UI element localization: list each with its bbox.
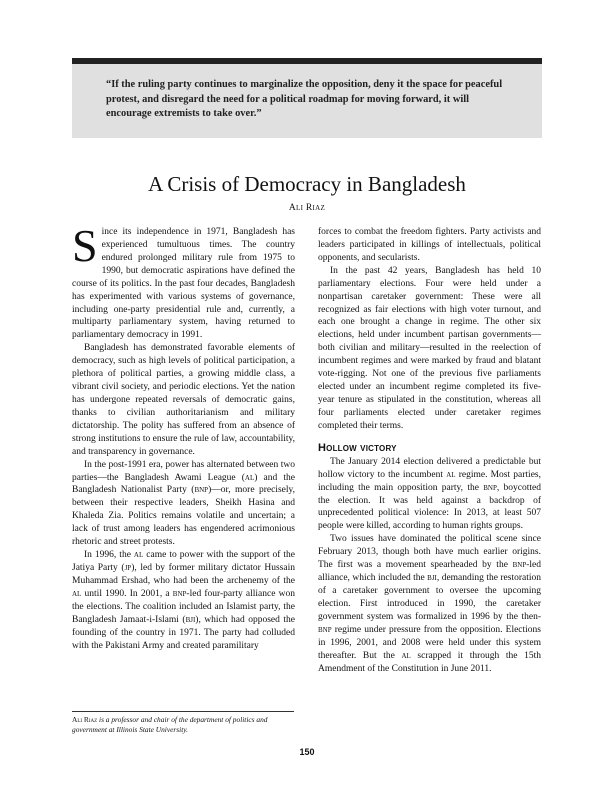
left-paragraph-2: Bangladesh has demonstrated favorable elements of democracy, such as high levels of political participation, a plethora of political parties, a growing middle class, a vibrant civil society, and periodic elections. Yet the nation has undergone repeated reversals of democratic gains, thanks to civilian authoritarianism and military dictatorship. The polity has suffered from an absence of strong institutions to ensure the rule of law, accountability, and transparency in governance. [72,343,295,457]
right-paragraph-4: Two issues have dominated the political scene since February 2013, though both have much earlier origins. The first was a movement spearheaded by the bnp-led alliance, which included the bji, demanding the restoration of a caretaker government to oversee the upcoming election. First introduced in 1990, the caretaker government system was formalized in 1996 by the then-bnp regime under pressure from the opposition. Elections in 1996, 2001, and 2008 were held under this system thereafter. But the al scrapped it through the 15th Amendment of the Constitution in June 2011. [318,534,541,674]
right-paragraph-1: forces to combat the freedom fighters. Party activists and leaders participated in killings of intellectuals, political opponents, and secularists. [318,227,541,263]
right-paragraph-3: The January 2014 election delivered a predictable but hollow victory to the incumbent al regime. Most parties, including the main opposition party, the bnp, boycotted the election. It was held against a backdrop of unprecedented political violence: In 2013, at least 507 people were killed, according to human rights groups. [318,456,541,532]
footnote-text: is a professor and chair of the department of politics and government at Illinois State University. [72,715,268,734]
left-paragraph-3: In the post-1991 era, power has alternated between two parties—the Bangladesh Awami League (al) and the Bangladesh Nationalist Party (bnp)—or, more precisely, between their respective leaders, Sheikh Hasina and Khaleda Zia. Politics remains volatile and uncertain; a lack of trust among leaders has engendered acrimonious rhetoric and street protests. [72,459,296,548]
right-paragraph-2: In the past 42 years, Bangladesh has held 10 parliamentary elections. Four were held under a nonpartisan caretaker government: These were all recognized as fair elections with high voter turnout, and each one brought a change in regime. The other six elections, held under incumbent partisan governments—both civilian and military—resulted in the reelection of incumbent regimes and were marked by fraud and blatant vote-rigging. Not one of the previous five parliaments elected under an incumbent regime completed its five-year tenure as stipulated in the constitution, whereas all four parliaments elected under caretaker regimes completed their terms. [318,265,541,431]
page-number: 150 [299,747,315,757]
pull-quote: “If the ruling party continues to marginalize the opposition, deny it the space for peaceful protest, and disregard the need for a political roadmap for moving forward, it will encourage extremists to take over.” [106,79,503,119]
drop-cap: S [72,220,98,271]
pull-quote-box [72,64,542,138]
article-author: Ali Riaz [288,203,326,213]
left-column [72,220,296,652]
footnote-author-name: Ali Riaz [72,715,98,724]
left-paragraph-1 [72,220,295,342]
right-column [318,226,541,675]
article-title: A Crisis of Democracy in Bangladesh [148,172,466,196]
left-paragraph-1-text: ince its independence in 1971, Bangladesh has experienced tumultuous times. The country endured prolonged military rule from 1975 to 1990, but democratic aspirations have defined the course of its politics. In the past four decades, Bangladesh has experimented with various systems of governance, including one-party presidential rule and, currently, a multiparty parliamentary system, having returned to parliamentary democracy in 1991. [72,227,295,341]
left-paragraph-4: In 1996, the al came to power with the support of the Jatiya Party (jp), led by former military dictator Hussain Muhammad Ershad, who had been the archenemy of the al until 1990. In 2001, a bnp-led four-party alliance won the elections. The coalition included an Islamist party, the Bangladesh Jamaat-i-Islami (bji), which had opposed the founding of the country in 1971. The party had colluded with the Pakistani Army and created paramilitary [72,550,295,651]
author-footnote [72,715,295,734]
section-heading: Hollow victory [318,441,397,454]
footnote-rule [72,711,294,712]
